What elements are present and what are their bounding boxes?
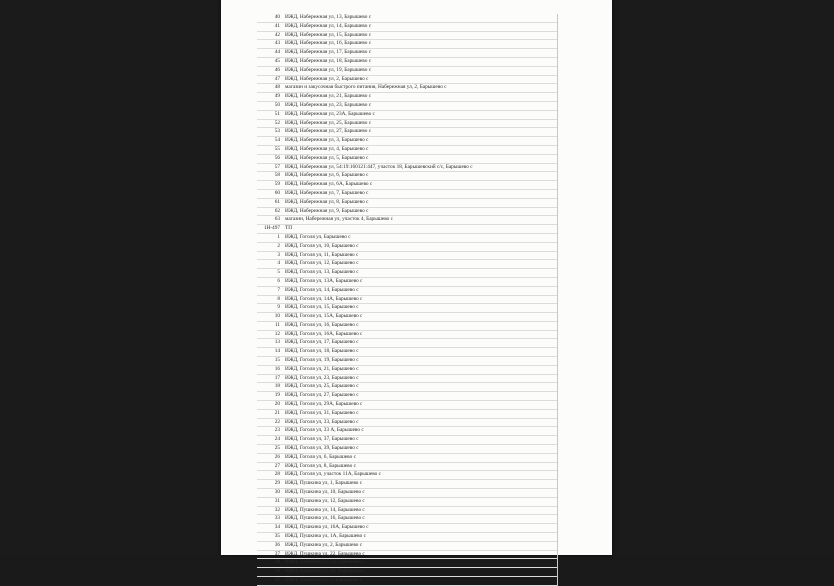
row-number: 53: [274, 128, 280, 135]
row-address: ИЖД, Пушкина ул, 1А, Барышево с: [285, 533, 366, 540]
table-row: [257, 383, 557, 392]
table-row: [257, 463, 557, 472]
table-row: [257, 252, 557, 261]
row-address: ИЖД, Гоголя ул, 37, Барышево с: [285, 436, 359, 443]
row-number: 39: [274, 568, 280, 575]
row-address: ИЖД, Гоголя ул, 13, Барышево с: [285, 269, 359, 276]
table-row: [257, 23, 557, 32]
row-number: 28: [274, 471, 280, 478]
table-row: [257, 339, 557, 348]
row-number: 50: [274, 101, 280, 108]
table-row: [257, 366, 557, 375]
row-number: 40: [274, 14, 280, 20]
row-address: ИЖД, Гоголя ул, 6, Барышево с: [285, 453, 356, 460]
row-address: ИЖД, Гоголя ул, 11, Барышево с: [285, 251, 359, 258]
table-row: [257, 14, 557, 23]
row-number: 25: [274, 445, 280, 452]
row-address: ИЖД, Гоголя ул, 27, Барышево с: [285, 392, 359, 399]
row-address: ИЖД, Пушкина ул, 2, Барышево с: [285, 541, 363, 548]
table-row: [257, 296, 557, 305]
row-number: 59: [274, 181, 280, 188]
row-address: ИЖД, Гоголя ул, 21, Барышево с: [285, 365, 359, 372]
row-number: 19: [274, 392, 280, 399]
row-address: ИЖД, Набережная ул, 16, Барышево с: [285, 40, 372, 47]
row-address: ТП: [285, 225, 293, 232]
table-row: [257, 489, 557, 498]
row-number: 32: [274, 506, 280, 513]
row-number: 56: [274, 154, 280, 161]
row-address: ИЖД, Набережная ул, 15, Барышево с: [285, 31, 372, 38]
table-row: [257, 559, 557, 568]
row-number: 9: [277, 304, 280, 311]
row-number: 41: [274, 22, 280, 29]
table-row: [257, 551, 557, 560]
row-number: 13: [274, 339, 280, 346]
row-address: ИЖД, Набережная ул, 8, Барышево с: [285, 198, 369, 205]
row-address: ИЖД, Гоголя ул, 23, Барышево с: [285, 374, 359, 381]
row-address: ИЖД, Пушкина ул, 1, Барышево с: [285, 480, 363, 487]
row-number: 3: [277, 251, 280, 258]
row-address: ИЖД, Набережная ул, 21, Барышево с: [285, 93, 372, 100]
row-number: 31: [274, 497, 280, 504]
row-address: ИЖД, Набережная ул, 18, Барышево с: [285, 57, 372, 64]
row-address: ИЖД, Гоголя ул, 14А, Барышево с: [285, 295, 363, 302]
row-address: ИЖД, Набережная ул, 19, Барышево с: [285, 66, 372, 73]
row-address: ИЖД, Набережная ул, 54:19:160121:447, участок 18, Барышевский с/с, Барышево с: [285, 163, 473, 170]
table-row: [257, 331, 557, 340]
row-number: 7: [277, 286, 280, 293]
row-address: ИЖД, Набережная ул, 23, Барышево с: [285, 101, 372, 108]
row-address: ИЖД, Гоголя ул, 17, Барышево с: [285, 339, 359, 346]
table-row: [257, 375, 557, 384]
row-number: 46: [274, 66, 280, 73]
row-address: ИЖД, Гоголя ул, 12, Барышево с: [285, 260, 359, 267]
row-address: ИЖД, Пушкина ул, 10, Барышево с: [285, 489, 365, 496]
table-row: [257, 524, 557, 533]
table-row: [257, 436, 557, 445]
table-row: [257, 410, 557, 419]
row-address: ИЖД, Пушкина ул, 14, Барышево с: [285, 506, 365, 513]
row-number: 16: [274, 365, 280, 372]
row-number: 45: [274, 57, 280, 64]
table-row: [257, 278, 557, 287]
row-number: 63: [274, 216, 280, 223]
row-number: 30: [274, 489, 280, 496]
row-address: ИЖД, Набережная ул, 17, Барышево с: [285, 49, 372, 56]
table-row: [257, 225, 557, 234]
row-address: ИЖД, Пушкина ул, 22, Барышево с: [285, 550, 365, 557]
table-row: [257, 577, 557, 586]
row-address: ИЖД, Гоголя ул, 19, Барышево с: [285, 357, 359, 364]
table-row: [257, 93, 557, 102]
row-address: ИЖД, Гоголя ул, 16, Барышево с: [285, 321, 359, 328]
row-address: ИЖД, Гоголя ул, 8, Барышево с: [285, 462, 356, 469]
table-row: [257, 357, 557, 366]
table-row: [257, 427, 557, 436]
row-address: ИЖД, Набережная ул, 7, Барышево с: [285, 189, 369, 196]
table-row: [257, 392, 557, 401]
row-address: ИЖД, Гоголя ул, 15А, Барышево с: [285, 313, 363, 320]
table-row: [257, 208, 557, 217]
row-number: 17: [274, 374, 280, 381]
table-row: [257, 234, 557, 243]
row-address: ИЖД, Гоголя ул, 39, Барышево с: [285, 445, 359, 452]
row-address: ИЖД, Набережная ул, 27, Барышево с: [285, 128, 372, 135]
table-row: [257, 137, 557, 146]
row-address: ИЖД, Набережная ул, 4, Барышево с: [285, 145, 369, 152]
table-row: [257, 287, 557, 296]
row-number: 55: [274, 145, 280, 152]
row-address: ИЖД, Пушкина ул, 3, Барышево с: [285, 577, 363, 583]
table-row: [257, 172, 557, 181]
table-row: [257, 269, 557, 278]
row-address: ИЖД, Гоголя ул, 15, Барышево с: [285, 304, 359, 311]
table-row: [257, 304, 557, 313]
table-row: [257, 419, 557, 428]
row-number: 20: [274, 401, 280, 408]
row-address: ИЖД, Набережная ул, 13, Барышево с: [285, 14, 372, 20]
row-number: 62: [274, 207, 280, 214]
table-row: [257, 445, 557, 454]
table-row: [257, 313, 557, 322]
row-address: ИЖД, Пушкина ул, 16А, Барышево с: [285, 524, 369, 531]
row-number: 18: [274, 383, 280, 390]
row-address: магазин, Набережная ул, участок 4, Барышево с: [285, 216, 393, 223]
table-row: [257, 401, 557, 410]
table-row: [257, 480, 557, 489]
table-row: [257, 322, 557, 331]
row-number: 33: [274, 515, 280, 522]
row-address: ИЖД, Пушкина ул, 26, Барышево с: [285, 568, 365, 575]
table-row: [257, 568, 557, 577]
row-number: 14: [274, 348, 280, 355]
row-number: 42: [274, 31, 280, 38]
table-row: [257, 67, 557, 76]
row-number: 22: [274, 418, 280, 425]
row-address: ИЖД, Гоголя ул, 33 А, Барышево с: [285, 427, 364, 434]
table-row: [257, 498, 557, 507]
row-number: 48: [274, 84, 280, 91]
row-number: 29: [274, 480, 280, 487]
row-number: 57: [274, 163, 280, 170]
row-address: ИЖД, Набережная ул, 2, Барышево с: [285, 75, 369, 82]
row-number: 6: [277, 277, 280, 284]
table-row: [257, 471, 557, 480]
row-address: ИЖД, Гоголя ул, Барышево с: [285, 233, 351, 240]
row-number: 12: [274, 330, 280, 337]
row-address: ИЖД, Набережная ул, 14, Барышево с: [285, 22, 372, 29]
row-number: 40: [274, 577, 280, 583]
table-row: [257, 84, 557, 93]
table-row: [257, 40, 557, 49]
table-row: [257, 260, 557, 269]
table-row: [257, 102, 557, 111]
table-row: [257, 111, 557, 120]
table-row: [257, 181, 557, 190]
row-address: ИЖД, Гоголя ул, 14, Барышево с: [285, 286, 359, 293]
table-row: [257, 190, 557, 199]
row-address: ИЖД, Гоголя ул, участок 11А, Барышево с: [285, 471, 382, 478]
row-number: 49: [274, 93, 280, 100]
row-number: 8: [277, 295, 280, 302]
row-number: 38: [274, 559, 280, 566]
table-row: [257, 128, 557, 137]
table-row: [257, 542, 557, 551]
row-number: 26: [274, 453, 280, 460]
row-address: ИЖД, Гоголя ул, 29А, Барышево с: [285, 401, 363, 408]
table-row: [257, 146, 557, 155]
table-row: [257, 533, 557, 542]
row-number: 4: [277, 260, 280, 267]
row-number: 37: [274, 550, 280, 557]
row-address: ИЖД, Гоголя ул, 10, Барышево с: [285, 242, 359, 249]
row-number: 23: [274, 427, 280, 434]
row-address: ИЖД, Гоголя ул, 33, Барышево с: [285, 418, 359, 425]
table-row: [257, 243, 557, 252]
row-number: 61: [274, 198, 280, 205]
row-number: 1Н-497: [263, 225, 280, 232]
row-number: 58: [274, 172, 280, 179]
row-address: ИЖД, Набережная ул, 3, Барышево с: [285, 137, 369, 144]
row-address: ИЖД, Пушкина ул, 24, Барышево с: [285, 559, 365, 566]
row-number: 1: [277, 233, 280, 240]
table-row: [257, 348, 557, 357]
row-address: ИЖД, Набережная ул, 5, Барышево с: [285, 154, 369, 161]
row-number: 27: [274, 462, 280, 469]
row-number: 52: [274, 119, 280, 126]
document-page: [221, 0, 612, 583]
row-address: ИЖД, Набережная ул, 6А, Барышево с: [285, 181, 373, 188]
row-address: магазин и закусочная быстрого питания, Набережная ул, 2, Барышево с: [285, 84, 447, 91]
row-address: ИЖД, Гоголя ул, 25, Барышево с: [285, 383, 359, 390]
row-number: 2: [277, 242, 280, 249]
row-address: ИЖД, Гоголя ул, 16А, Барышево с: [285, 330, 363, 337]
row-number: 54: [274, 137, 280, 144]
row-number: 10: [274, 313, 280, 320]
row-number: 34: [274, 524, 280, 531]
row-number: 5: [277, 269, 280, 276]
row-address: ИЖД, Набережная ул, 9, Барышево с: [285, 207, 369, 214]
row-address: ИЖД, Пушкина ул, 16, Барышево с: [285, 515, 365, 522]
row-address: ИЖД, Набережная ул, 23А, Барышево с: [285, 110, 375, 117]
row-number: 15: [274, 357, 280, 364]
row-number: 35: [274, 533, 280, 540]
row-address: ИЖД, Гоголя ул, 13А, Барышево с: [285, 277, 363, 284]
row-address: ИЖД, Гоголя ул, 18, Барышево с: [285, 348, 359, 355]
row-number: 43: [274, 40, 280, 47]
table-row: [257, 58, 557, 67]
row-address: ИЖД, Пушкина ул, 12, Барышево с: [285, 497, 365, 504]
row-address: ИЖД, Набережная ул, 6, Барышево с: [285, 172, 369, 179]
table-row: [257, 199, 557, 208]
table-row: [257, 155, 557, 164]
table-row: [257, 454, 557, 463]
table-row: [257, 515, 557, 524]
row-number: 51: [274, 110, 280, 117]
table-row: [257, 216, 557, 225]
row-number: 60: [274, 189, 280, 196]
row-number: 21: [274, 409, 280, 416]
address-table: [257, 14, 558, 586]
table-row: [257, 49, 557, 58]
row-number: 24: [274, 436, 280, 443]
table-row: [257, 507, 557, 516]
row-address: ИЖД, Гоголя ул, 31, Барышево с: [285, 409, 359, 416]
row-number: 36: [274, 541, 280, 548]
row-address: ИЖД, Набережная ул, 25, Барышево с: [285, 119, 372, 126]
row-number: 47: [274, 75, 280, 82]
row-number: 44: [274, 49, 280, 56]
row-number: 11: [274, 321, 280, 328]
